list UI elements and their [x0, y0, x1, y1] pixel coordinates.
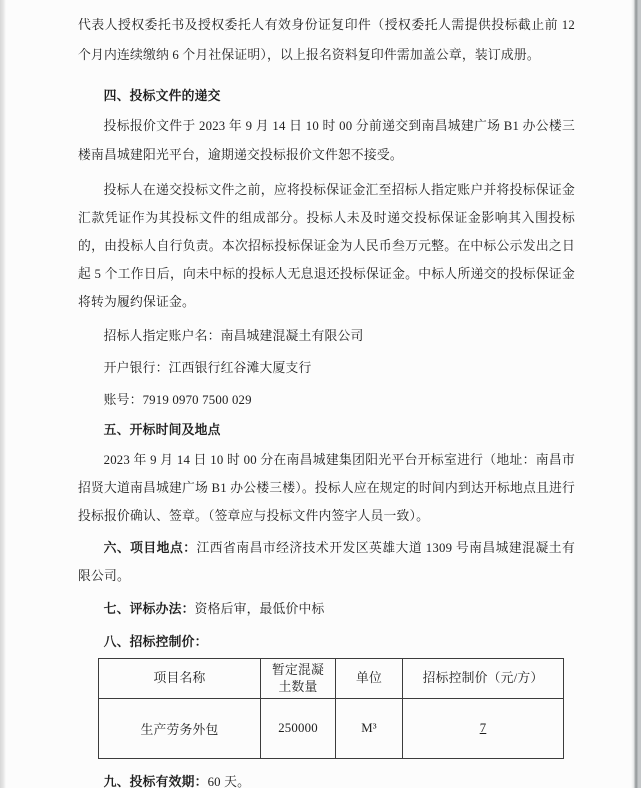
- section-9-label: 九、投标有效期：: [103, 775, 208, 788]
- header-unit: 单位: [336, 659, 403, 699]
- section-6-project-location: [78, 534, 575, 590]
- section-4-paragraph-2: 投标人在递交投标文件之前，应将投标保证金汇至招标人指定账户并将投标保证金汇款凭证作为其投标文件的组成部分。投标人未及时递交投标保证金影响其入围投标的，由投标人自行负责。本次招标投标保证金为人民币叁万元整。在中标公示发出之日起 5 个工作日后，向未中标的投标人无息退还投标保证金。中标人所递交的投标保证金将转为履约保证金。: [78, 183, 575, 309]
- section-7-evaluation-method: [78, 595, 575, 623]
- cell-quantity: 250000: [261, 699, 336, 759]
- section-4-paragraph-1: 投标报价文件于 2023 年 9 月 14 日 10 时 00 分前递交到南昌城建广场 B1 办公楼三楼南昌城建阳光平台，逾期递交投标报价文件恕不接受。: [78, 119, 575, 162]
- cell-control-price: [403, 699, 564, 759]
- document-content: [78, 10, 575, 788]
- section-8-heading: 八、招标控制价：: [103, 635, 208, 649]
- section-6-text: 江西省南昌市经济技术开发区英雄大道 1309 号南昌城建混凝土有限公司。: [78, 541, 575, 583]
- header-concrete-quantity: 暂定混凝土数量: [261, 659, 336, 699]
- header-control-price: 招标控制价（元/方）: [403, 659, 564, 699]
- section-6-label: 六、项目地点：: [103, 541, 197, 555]
- section-9-bid-validity: [78, 768, 575, 788]
- control-price-value: 7: [479, 721, 487, 735]
- section-7-text: 资格后审，最低价中标: [194, 602, 325, 616]
- section-5-heading: 五、开标时间及地点: [103, 423, 221, 437]
- cell-project-name: 生产劳务外包: [99, 699, 261, 759]
- bank-line: 开户银行：江西银行红谷滩大厦支行: [103, 361, 312, 375]
- account-number-line: 账号：7919 0970 7500 029: [103, 393, 252, 407]
- section-4-heading: 四、投标文件的递交: [103, 89, 221, 103]
- scan-right-edge-shadow: [631, 0, 641, 788]
- header-project-name: 项目名称: [99, 659, 261, 699]
- section-9-text: 60 天。: [207, 775, 251, 788]
- table-data-row: [99, 699, 564, 759]
- intro-continuation-paragraph: 代表人授权委托书及授权委托人有效身份证复印件（授权委托人需提供投标截止前 12 个月内连续缴纳 6 个月社保证明），以上报名资料复印件需加盖公章，装订成册。: [78, 18, 575, 62]
- account-name-line: 招标人指定账户名：南昌城建混凝土有限公司: [103, 329, 364, 343]
- cell-unit: M³: [336, 699, 403, 759]
- table-header-row: [99, 659, 564, 699]
- section-7-label: 七、评标办法：: [103, 602, 195, 616]
- section-5-paragraph: 2023 年 9 月 14 日 10 时 00 分在南昌城建集团阳光平台开标室进行（地址：南昌市招贤大道南昌城建广场 B1 办公楼三楼）。投标人应在规定的时间内到达开标地点且进行投标报价确认、签章。（签章应与投标文件内签字人员一致）。: [78, 453, 575, 523]
- bid-control-price-table: [98, 658, 564, 759]
- scan-left-edge-shadow: [0, 0, 6, 788]
